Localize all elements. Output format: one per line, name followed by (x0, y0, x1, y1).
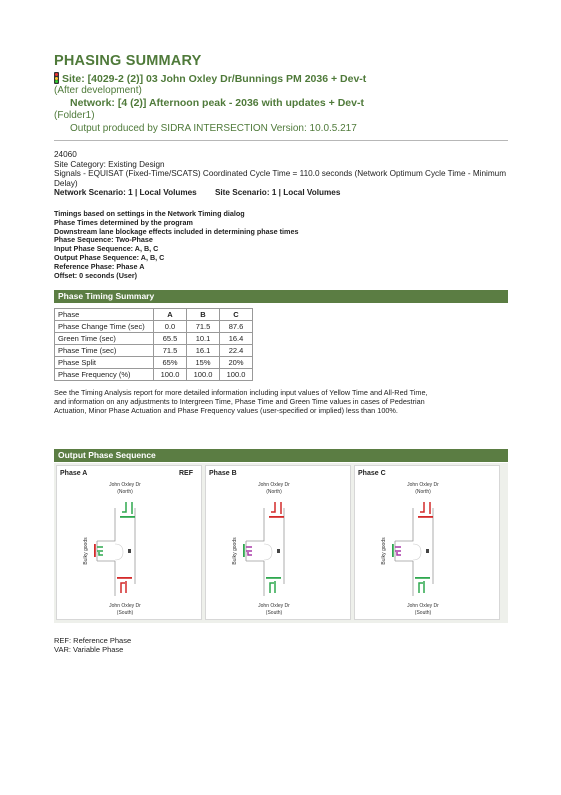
traffic-light-icon (54, 72, 59, 84)
table-cell: 10.1 (187, 333, 220, 345)
column-header: A (154, 309, 187, 321)
table-cell: 71.5 (154, 345, 187, 357)
table-cell: 22.4 (220, 345, 253, 357)
phase-c-diagram (355, 466, 501, 621)
timing-note: See the Timing Analysis report for more detailed information including input values of Yellow Time and All-Red Time, and information on any adjustments to Intergreen Time, Phase Time and Green Time values in cases of Pedestrian Actuation, Minor Phase Actuation and Phase Frequency values (user-specified or implied) less than 100%. (54, 388, 428, 415)
north-movement-arrow (271, 502, 281, 514)
table-cell: 65% (154, 357, 187, 369)
phase-diagrams (54, 463, 508, 623)
north-road-label: (North) (117, 489, 133, 495)
median-edge (115, 544, 123, 560)
network-subtitle: (Folder1) (54, 110, 95, 121)
table-row (55, 369, 253, 381)
north-road-label: (North) (415, 489, 431, 495)
north-road-label: John Oxley Dr (258, 482, 290, 488)
row-label: Phase Time (sec) (55, 345, 154, 357)
north-stop-line (418, 516, 433, 518)
signal-pole (128, 549, 131, 553)
signals-info: Signals - EQUISAT (Fixed-Time/SCATS) Coordinated Cycle Time = 110.0 seconds (Network Optimum Cycle Time - Minimum Delay) (54, 169, 507, 188)
timing-settings (54, 210, 298, 280)
legend-var: VAR: Variable Phase (54, 645, 124, 654)
reference-badge: REF (179, 470, 193, 477)
phase-panel-c (354, 465, 500, 620)
south-road-label: (South) (265, 610, 283, 616)
south-road-label: John Oxley Dr (258, 603, 290, 609)
column-header: B (187, 309, 220, 321)
south-movement-arrow (270, 581, 275, 593)
table-cell: 100.0 (187, 369, 220, 381)
north-road-label: (North) (266, 489, 282, 495)
table-cell: 87.6 (220, 321, 253, 333)
timing-line: Phase Sequence: Two-Phase (54, 235, 153, 245)
output-sequence-header: Output Phase Sequence (54, 449, 508, 462)
phase-title: Phase A (60, 470, 88, 477)
column-header: Phase (55, 309, 154, 321)
table-header-row (55, 309, 253, 321)
table-row (55, 321, 253, 333)
south-road-label: John Oxley Dr (109, 603, 141, 609)
table-row (55, 333, 253, 345)
west-stop-line (243, 544, 245, 557)
timing-line: Offset: 0 seconds (User) (54, 270, 138, 280)
row-label: Phase Split (55, 357, 154, 369)
north-movement-arrow (420, 502, 430, 514)
scenarios (54, 188, 508, 198)
row-label: Phase Change Time (sec) (55, 321, 154, 333)
site-label: Site: [4029-2 (2)] 03 John Oxley Dr/Bunnings PM 2036 + Dev-t (62, 73, 367, 85)
timing-line: Downstream lane blockage effects included in determining phase times (54, 226, 299, 236)
south-stop-line (117, 577, 132, 579)
west-movement-arrow (246, 547, 252, 555)
row-label: Green Time (sec) (55, 333, 154, 345)
table-cell: 100.0 (220, 369, 253, 381)
west-road-label: Bulky goods (83, 537, 89, 565)
row-label: Phase Frequency (%) (55, 369, 154, 381)
table-cell: 16.4 (220, 333, 253, 345)
site-category: Site Category: Existing Design (54, 159, 165, 169)
road-edge (97, 508, 115, 541)
timing-line: Reference Phase: Phase A (54, 261, 145, 271)
south-movement-arrow (121, 581, 126, 593)
table-cell: 71.5 (187, 321, 220, 333)
road-edge (395, 508, 413, 541)
divider (54, 140, 508, 141)
timing-line: Output Phase Sequence: A, B, C (54, 252, 165, 262)
west-road-label: Bulky goods (381, 537, 387, 565)
table-cell: 15% (187, 357, 220, 369)
network-title: Network: [4 (2)] Afternoon peak - 2036 with updates + Dev-t (70, 97, 364, 109)
west-movement-arrow (395, 547, 401, 555)
legend-ref: REF: Reference Phase (54, 636, 132, 645)
phase-title: Phase C (358, 470, 386, 477)
table-cell: 20% (220, 357, 253, 369)
west-movement-arrow (97, 547, 103, 555)
west-stop-line (392, 544, 394, 557)
road-edge (246, 508, 264, 541)
table-row (55, 357, 253, 369)
south-movement-arrow (419, 581, 424, 593)
north-movement-arrow (122, 502, 132, 514)
south-road-label: (South) (116, 610, 134, 616)
site-info (54, 150, 508, 198)
phase-b-diagram (206, 466, 352, 621)
median-edge (413, 544, 421, 560)
table-cell: 16.1 (187, 345, 220, 357)
table-cell: 0.0 (154, 321, 187, 333)
site-subtitle: (After development) (54, 85, 142, 96)
phase-panel-b (205, 465, 351, 620)
signal-pole (277, 549, 280, 553)
north-stop-line (120, 516, 135, 518)
south-road-label: (South) (414, 610, 432, 616)
south-stop-line (266, 577, 281, 579)
west-road-label: Bulky goods (232, 537, 238, 565)
site-title (54, 72, 366, 85)
page-title: PHASING SUMMARY (54, 53, 202, 69)
timing-line: Input Phase Sequence: A, B, C (54, 244, 159, 254)
phase-timing-header: Phase Timing Summary (54, 290, 508, 303)
timing-line: Timings based on settings in the Network Timing dialog (54, 209, 245, 218)
south-stop-line (415, 577, 430, 579)
table-cell: 65.5 (154, 333, 187, 345)
phase-a-diagram (57, 466, 203, 621)
phase-timing-table (54, 308, 253, 381)
table-cell: 100.0 (154, 369, 187, 381)
network-scenario: Network Scenario: 1 | Local Volumes (54, 188, 197, 197)
north-road-label: John Oxley Dr (109, 482, 141, 488)
column-header: C (220, 309, 253, 321)
west-stop-line (94, 544, 96, 557)
legend (54, 636, 131, 654)
north-stop-line (269, 516, 284, 518)
site-scenario: Site Scenario: 1 | Local Volumes (214, 188, 341, 197)
phase-panel-a (56, 465, 202, 620)
table-row (55, 345, 253, 357)
north-road-label: John Oxley Dr (407, 482, 439, 488)
output-version: Output produced by SIDRA INTERSECTION Version: 10.0.5.217 (70, 123, 357, 134)
median-edge (264, 544, 272, 560)
phase-title: Phase B (209, 470, 237, 477)
project-id: 24060 (54, 150, 77, 159)
timing-line: Phase Times determined by the program (54, 217, 193, 227)
signal-pole (426, 549, 429, 553)
south-road-label: John Oxley Dr (407, 603, 439, 609)
